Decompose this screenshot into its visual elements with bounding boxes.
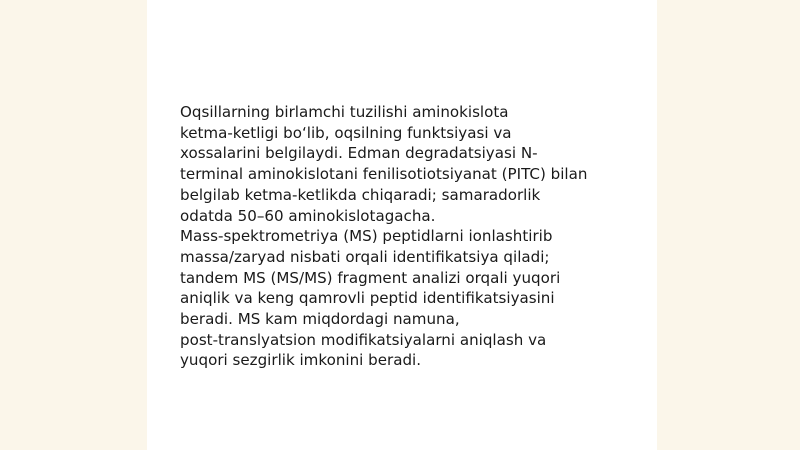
text-line: ketma-ketligi bo‘lib, oqsilning funktsiyasi va	[180, 123, 512, 142]
text-line: xossalarini belgilaydi. Edman degradatsiyasi N-	[180, 144, 538, 163]
text-line: tandem MS (MS/MS) fragment analizi orqali yuqori	[180, 268, 561, 287]
text-line: belgilab ketma-ketlikda chiqaradi; samaradorlik	[180, 185, 541, 204]
text-line: post-translyatsion modifikatsiyalarni aniqlash va	[180, 330, 547, 349]
text-line: terminal aminokislotani fenilisotiotsiyanat (PITC) bilan	[180, 165, 588, 184]
body-text	[180, 102, 610, 371]
text-line: massa/zaryad nisbati orqali identifikatsiya qiladi;	[180, 247, 550, 266]
text-line: beradi. MS kam miqdordagi namuna,	[180, 310, 460, 329]
text-line: aniqlik va keng qamrovli peptid identifikatsiyasini	[180, 289, 555, 308]
document-page	[147, 0, 657, 450]
text-line: Mass-spektrometriya (MS) peptidlarni ionlashtirib	[180, 227, 553, 246]
text-line: yuqori sezgirlik imkonini beradi.	[180, 351, 422, 370]
text-line: odatda 50–60 aminokislotagacha.	[180, 206, 436, 225]
text-line: Oqsillarning birlamchi tuzilishi aminokislota	[180, 103, 509, 121]
